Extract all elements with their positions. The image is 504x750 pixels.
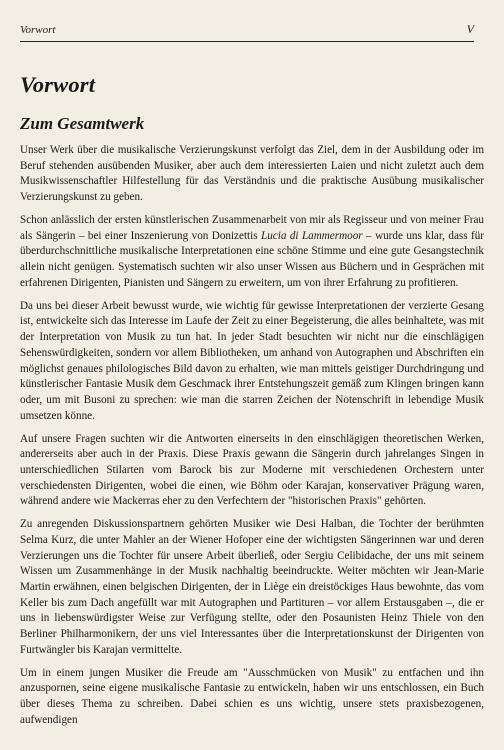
running-header-title: Vorwort [20, 24, 56, 36]
running-header [20, 22, 474, 42]
page-number: V [466, 22, 474, 36]
paragraph-1: Unser Werk über die musikalische Verzierungskunst verfolgt das Ziel, dem in der Ausbildung oder im Beruf stehenden ausübenden Musiker, aber auch dem interessierten Laien und nicht zuletzt auch dem Musikwissenschaftler Hilfestellung für das Verständnis und die praktische Ausübung musikalischer Verzierungskunst zu geben. [20, 144, 484, 204]
opera-title: Lucia di Lammermoor [261, 229, 363, 242]
section-heading: Zum Gesamtwerk [20, 114, 145, 133]
paragraph-6: Um in einem jungen Musiker die Freude am "Ausschmücken von Musik" zu entfachen und ihn anzuspornen, seine eigene musikalische Fantasie zu entwickeln, haben wir uns entschlossen, ein Buch über dieses Thema zu schreiben. Dabei schien es uns wichtig, unsere stets praxisbezogenen, aufwendigen [20, 666, 484, 726]
paragraph-4: Auf unsere Fragen suchten wir die Antworten einerseits in den einschlägigen theoretischen Werken, andererseits aber auch in der Praxis. Diese Praxis gewann die Sängerin durch jahrelanges Singen in unterschiedlichen Stilarten vom Barock bis zur Moderne mit verschiedenen Orchestern unter verschiedensten Dirigenten, wobei die einen, wie Böhm oder Karajan, konservativer Prägung waren, während andere wie Mackerras eher zu den Verfechtern der "historischen Praxis" gehörten. [20, 432, 484, 508]
paragraph-5: Zu anregenden Diskussionspartnern gehörten Musiker wie Desi Halban, die Tochter der berühmten Selma Kurz, die unter Mahler an der Wiener Hofoper eine der wichtigsten Sängerinnen war und deren Verzierungen uns die Tochter für unsere Arbeit überließ, oder Sergiu Celibidache, der uns mit seinem Wissen um Zusammenhänge in der Musik nachhaltig beeindruckte. Weiter möchten wir Jean-Marie Martin erwähnen, einen belgischen Dirigenten, der in Liège ein dreistöckiges Haus bewohnte, das vom Keller bis zum Dach angefüllt war mit Autographen und Partituren – vor allem Erstausgaben –, die er uns in liebenswürdigster Weise zur Verfügung stellte, oder den Posaunisten Heinz Thiele von den Berliner Philharmonikern, der uns viel Interessantes über die Interpretationskunst der Dirigenten von Furtwängler bis Karajan vermittelte. [20, 518, 484, 656]
paragraph-3: Da uns bei dieser Arbeit bewusst wurde, wie wichtig für gewisse Interpretationen der verzierte Gesang ist, entwickelte sich das Interesse im Laufe der Zeit zu einer Begeisterung, die alles beinhaltete, was mit der Interpretation von Musik zu tun hat. In jeder Stadt besuchten wir nicht nur die einschlägigen Sehenswürdigkeiten, sondern vor allem Bibliotheken, um anhand von Autographen und Abschriften ein möglichst genaues philologisches Bild davon zu erhalten, wie man mittels geistiger Durchdringung und künstlerischer Fantasie Musik dem Geschmack ihrer Entstehungszeit gemäß zum Klingen bringen kann oder, um mit Busoni zu sprechen: wie man die starren Zeichen der Notenschrift in lebendige Musik umsetzen könne. [20, 299, 484, 422]
paragraph-2 [20, 213, 484, 292]
body-text [20, 143, 484, 736]
paragraph-2-end: – wurde uns klar, dass für überdurchschnittliche musikalische Interpretationen eine schöne Stimme und eine gute Gesangstechnik allein nicht genügen. Systematisch suchten wir also unser Wissen aus Büchern und in Gesprächen mit erfahrenen Dirigenten, Pianisten und Sängern zu erweitern, um von ihrer Erfahrung zu profitieren. [20, 229, 484, 289]
chapter-title: Vorwort [20, 72, 96, 97]
paragraph-2-start: Schon anlässlich der ersten künstlerischen Zusammenarbeit von mir als Regisseur und von meiner Frau als Sängerin – bei einer Inszenierung von Donizettis [20, 214, 484, 242]
